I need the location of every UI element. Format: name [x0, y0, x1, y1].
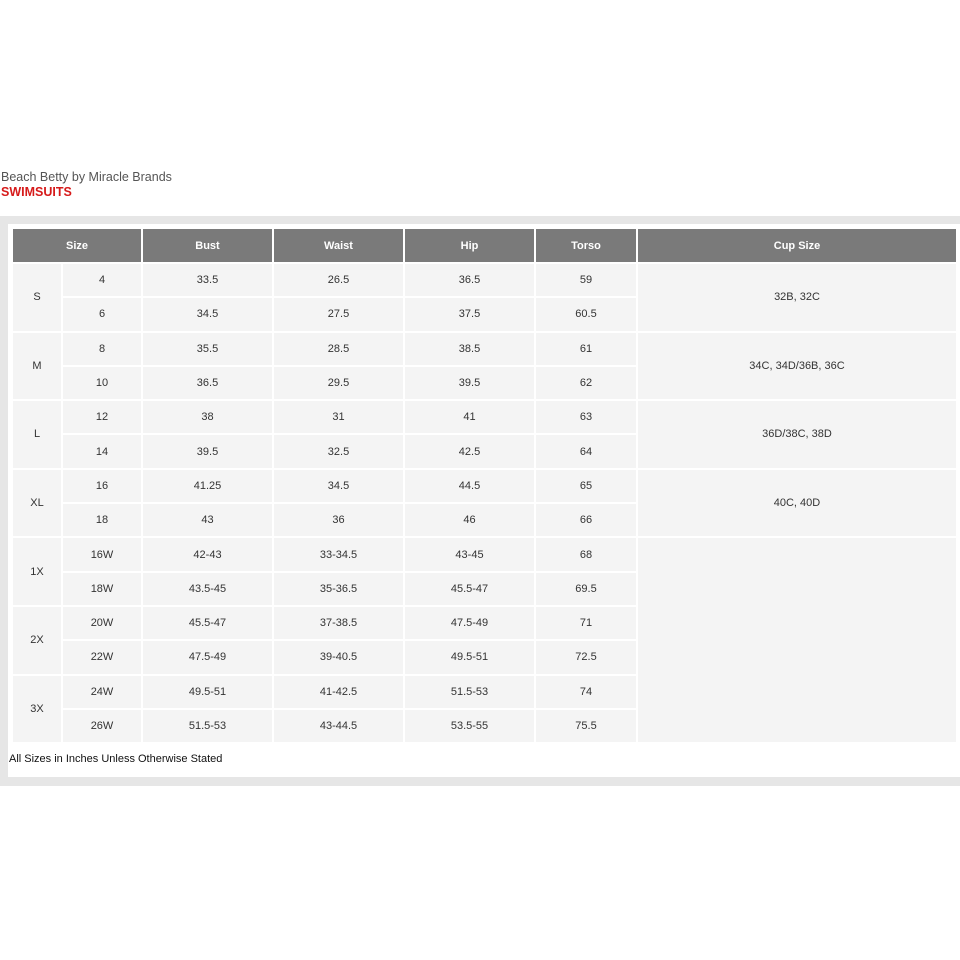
waist-cell: 26.5: [273, 263, 404, 297]
brand-name: Beach Betty by Miracle Brands: [1, 170, 172, 184]
size-number: 20W: [62, 606, 142, 640]
table-row: [12, 537, 957, 571]
header-waist: Waist: [273, 228, 404, 263]
size-number: 8: [62, 332, 142, 366]
bust-cell: 45.5-47: [142, 606, 273, 640]
hip-cell: 47.5-49: [404, 606, 535, 640]
header-torso: Torso: [535, 228, 637, 263]
size-number: 6: [62, 297, 142, 331]
waist-cell: 27.5: [273, 297, 404, 331]
hip-cell: 49.5-51: [404, 640, 535, 674]
torso-cell: 75.5: [535, 709, 637, 743]
cup-size-cell: 34C, 34D/36B, 36C: [637, 332, 957, 401]
header-cup-size: Cup Size: [637, 228, 957, 263]
category-title: SWIMSUITS: [1, 185, 72, 199]
size-number: 4: [62, 263, 142, 297]
size-letter: 3X: [12, 675, 62, 744]
bust-cell: 38: [142, 400, 273, 434]
hip-cell: 46: [404, 503, 535, 537]
torso-cell: 74: [535, 675, 637, 709]
hip-cell: 51.5-53: [404, 675, 535, 709]
size-letter: 2X: [12, 606, 62, 675]
size-number: 22W: [62, 640, 142, 674]
size-number: 14: [62, 434, 142, 468]
size-number: 16W: [62, 537, 142, 571]
waist-cell: 29.5: [273, 366, 404, 400]
bust-cell: 35.5: [142, 332, 273, 366]
bust-cell: 41.25: [142, 469, 273, 503]
hip-cell: 43-45: [404, 537, 535, 571]
cup-size-cell: 40C, 40D: [637, 469, 957, 538]
table-header-row: [12, 228, 957, 263]
size-chart-container: [8, 224, 960, 777]
waist-cell: 41-42.5: [273, 675, 404, 709]
bust-cell: 34.5: [142, 297, 273, 331]
cup-size-cell: 32B, 32C: [637, 263, 957, 332]
size-note: All Sizes in Inches Unless Otherwise Stated: [9, 753, 223, 765]
size-letter: M: [12, 332, 62, 401]
bust-cell: 42-43: [142, 537, 273, 571]
hip-cell: 38.5: [404, 332, 535, 366]
waist-cell: 35-36.5: [273, 572, 404, 606]
bust-cell: 43.5-45: [142, 572, 273, 606]
torso-cell: 63: [535, 400, 637, 434]
cup-size-cell-empty: [637, 537, 957, 743]
header-bust: Bust: [142, 228, 273, 263]
hip-cell: 42.5: [404, 434, 535, 468]
torso-cell: 62: [535, 366, 637, 400]
waist-cell: 39-40.5: [273, 640, 404, 674]
hip-cell: 53.5-55: [404, 709, 535, 743]
table-row: [12, 332, 957, 366]
hip-cell: 44.5: [404, 469, 535, 503]
torso-cell: 65: [535, 469, 637, 503]
size-number: 18: [62, 503, 142, 537]
size-number: 24W: [62, 675, 142, 709]
bust-cell: 43: [142, 503, 273, 537]
size-letter: L: [12, 400, 62, 469]
torso-cell: 68: [535, 537, 637, 571]
size-number: 10: [62, 366, 142, 400]
table-row: [12, 263, 957, 297]
hip-cell: 36.5: [404, 263, 535, 297]
torso-cell: 61: [535, 332, 637, 366]
size-letter: S: [12, 263, 62, 332]
hip-cell: 41: [404, 400, 535, 434]
cup-size-cell: 36D/38C, 38D: [637, 400, 957, 469]
size-letter: XL: [12, 469, 62, 538]
bust-cell: 51.5-53: [142, 709, 273, 743]
waist-cell: 34.5: [273, 469, 404, 503]
size-number: 12: [62, 400, 142, 434]
torso-cell: 72.5: [535, 640, 637, 674]
size-number: 16: [62, 469, 142, 503]
torso-cell: 59: [535, 263, 637, 297]
hip-cell: 45.5-47: [404, 572, 535, 606]
header-hip: Hip: [404, 228, 535, 263]
waist-cell: 32.5: [273, 434, 404, 468]
torso-cell: 66: [535, 503, 637, 537]
bust-cell: 49.5-51: [142, 675, 273, 709]
bust-cell: 47.5-49: [142, 640, 273, 674]
bust-cell: 36.5: [142, 366, 273, 400]
waist-cell: 33-34.5: [273, 537, 404, 571]
table-row: [12, 400, 957, 434]
torso-cell: 64: [535, 434, 637, 468]
torso-cell: 60.5: [535, 297, 637, 331]
waist-cell: 43-44.5: [273, 709, 404, 743]
bust-cell: 39.5: [142, 434, 273, 468]
torso-cell: 71: [535, 606, 637, 640]
hip-cell: 39.5: [404, 366, 535, 400]
table-row: [12, 469, 957, 503]
torso-cell: 69.5: [535, 572, 637, 606]
waist-cell: 31: [273, 400, 404, 434]
bust-cell: 33.5: [142, 263, 273, 297]
waist-cell: 36: [273, 503, 404, 537]
size-number: 18W: [62, 572, 142, 606]
header-size: Size: [12, 228, 142, 263]
hip-cell: 37.5: [404, 297, 535, 331]
size-chart-table: [11, 227, 958, 744]
size-number: 26W: [62, 709, 142, 743]
size-letter: 1X: [12, 537, 62, 606]
size-chart-panel: [0, 216, 960, 786]
waist-cell: 28.5: [273, 332, 404, 366]
waist-cell: 37-38.5: [273, 606, 404, 640]
